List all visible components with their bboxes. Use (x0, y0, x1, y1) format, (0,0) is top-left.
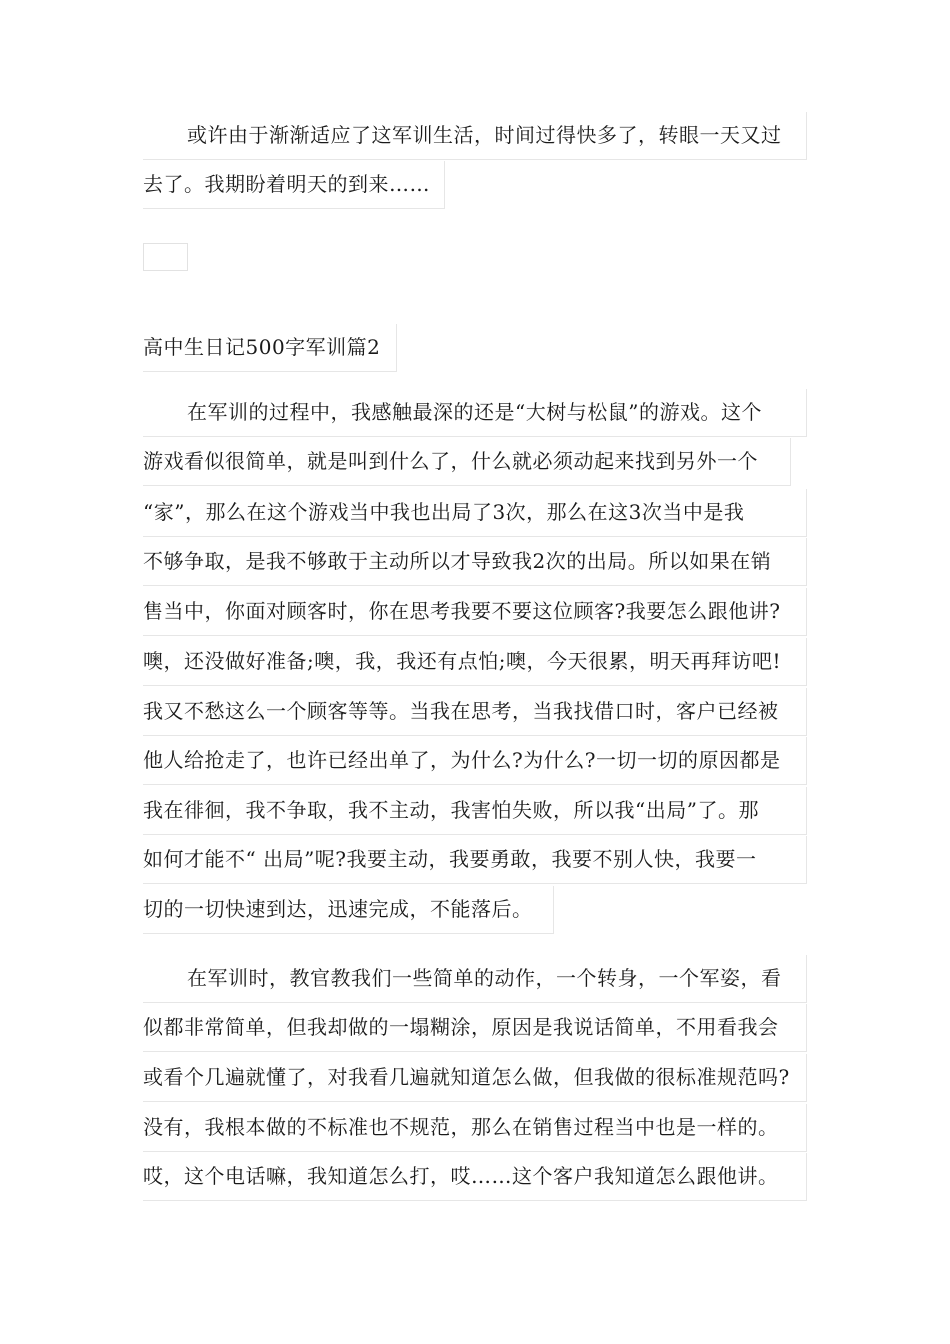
paragraph-2-line-8: 他人给抢走了，也许已经出单了，为什么?为什么?一切一切的原因都是 (143, 737, 807, 785)
paragraph-2-line-3: “家”，那么在这个游戏当中我也出局了3次，那么在这3次当中是我 (143, 489, 807, 537)
paragraph-2-line-2: 游戏看似很简单，就是叫到什么了，什么就必须动起来找到另外一个 (143, 438, 791, 486)
paragraph-3-line-1: 在军训时，教官教我们一些简单的动作，一个转身，一个军姿，看 (143, 955, 807, 1003)
paragraph-2-line-6: 噢，还没做好准备;噢，我，我还有点怕;噢，今天很累，明天再拜访吧! (143, 638, 807, 686)
paragraph-1-line-2: 去了。我期盼着明天的到来…… (143, 161, 445, 209)
section-heading: 高中生日记500字军训篇2 (143, 324, 397, 372)
paragraph-1-line-1: 或许由于渐渐适应了这军训生活，时间过得快多了，转眼一天又过 (143, 112, 807, 160)
paragraph-3-line-2: 似都非常简单，但我却做的一塌糊涂，原因是我说话简单，不用看我会 (143, 1004, 807, 1052)
paragraph-2-line-7: 我又不愁这么一个顾客等等。当我在思考，当我找借口时，客户已经被 (143, 688, 807, 736)
paragraph-2-line-9: 我在徘徊，我不争取，我不主动，我害怕失败，所以我“出局”了。那 (143, 787, 807, 835)
empty-placeholder-box (143, 243, 188, 271)
paragraph-3-line-3: 或看个几遍就懂了，对我看几遍就知道怎么做，但我做的很标准规范吗? (143, 1054, 807, 1102)
paragraph-2-line-11: 切的一切快速到达，迅速完成，不能落后。 (143, 886, 554, 934)
paragraph-2-line-1: 在军训的过程中，我感触最深的还是“大树与松鼠”的游戏。这个 (143, 389, 807, 437)
paragraph-3-line-4: 没有，我根本做的不标准也不规范，那么在销售过程当中也是一样的。 (143, 1104, 807, 1152)
paragraph-3-line-5: 哎，这个电话嘛，我知道怎么打，哎……这个客户我知道怎么跟他讲。 (143, 1153, 807, 1201)
paragraph-2-line-5: 售当中，你面对顾客时，你在思考我要不要这位顾客?我要怎么跟他讲? (143, 588, 807, 636)
paragraph-2-line-10: 如何才能不“ 出局”呢?我要主动，我要勇敢，我要不别人快，我要一 (143, 836, 807, 884)
paragraph-2-line-4: 不够争取，是我不够敢于主动所以才导致我2次的出局。所以如果在销 (143, 538, 807, 586)
